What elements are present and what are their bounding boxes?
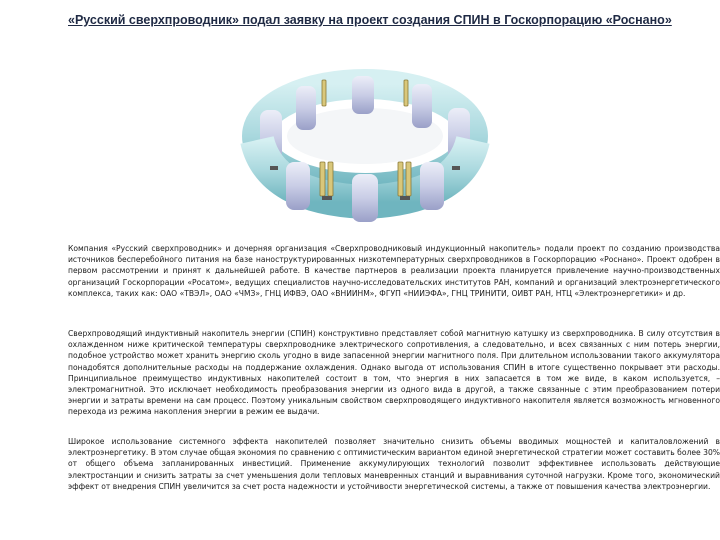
paragraph-spin-description: Сверхпроводящий индуктивный накопитель энергии (СПИН) конструктивно представляет собой магнитную катушку из сверхпроводника. В силу отсутствия в охлажденном ниже критической температуры сверхпроводнике электрического сопротивления, а следовательно, и всех связанных с ним потерь энергии, подобное устройство может хранить энергию сколь угодно в виде запасенной энергии магнитного поля. При длительном использовании такого аккумулятора понадобятся дополнительные расходы на поддержание охлаждения. Однако выгода от использования СПИН в итоге существенно покрывает эти расходы. Принципиальное преимущество индуктивных накопителей состоит в том, что энергия в них запасается в том же виде, в каком используется, – электромагнитной. Это исключает необходимость преобразования энергии из одного вида в другой, а также связанные с этим преобразованием потери энергии и затраты времени на сам процесс. Поэтому уникальным свойством сверхпроводящего индуктивного накопителя является возможность мгновенного перехода из режима накопления энергии в режим ее выдачи. — [68, 329, 720, 417]
torus-front-bands — [286, 162, 444, 222]
paragraph-company-project: Компания «Русский сверхпроводник» и дочерняя организация «Сверхпроводниковый индукционный накопитель» подали проект по созданию производства источников бесперебойного питания на базе наноструктурированных низкотемпературных сверхпроводников в Госкорпорацию «Роснано». Проект одобрен в первом рассмотрении и принят к дальнейшей работе. В качестве партнеров в реализации проекта планируется привлечение научно-производственных организаций Госкорпорации «Росатом», ведущих специалистов научно-исследовательских институтов РАН, компаний и организаций электроэнергетического комплекса, таких как: ОАО «ТВЭЛ», ОАО «ЧМЗ», ГНЦ ИФВЭ, ОАО «ВНИИНМ», ФГУП «НИИЭФА», ГНЦ ТРИНИТИ, ОИВТ РАН, НТЦ «Электроэнергетики» и др. — [68, 244, 720, 298]
page-title: «Русский сверхпроводник» подал заявку на проект создания СПИН в Госкорпорацию «Роснано» — [68, 13, 672, 27]
paragraph-system-effect: Широкое использование системного эффекта накопителей позволяет значительно снизить объемы вводимых мощностей и капиталовложений в электроэнергетику. В этом случае общая экономия по сравнению с оптимистическим вариантом единой энергетической стратегии может составить более 30% от общего объема запланированных инвестиций. Применение аккумулирующих технологий позволит эффективнее использовать действующие электростанции и снизить затраты за счет уменьшения доли тепловых маневренных станций и выравнивания суточной нагрузки. Кроме того, экономический эффект от внедрения СПИН увеличится за счет роста надежности и устойчивости энергетической системы, а также от повышения качества электроэнергии. — [68, 437, 720, 491]
superconducting-torus-image — [240, 58, 490, 233]
